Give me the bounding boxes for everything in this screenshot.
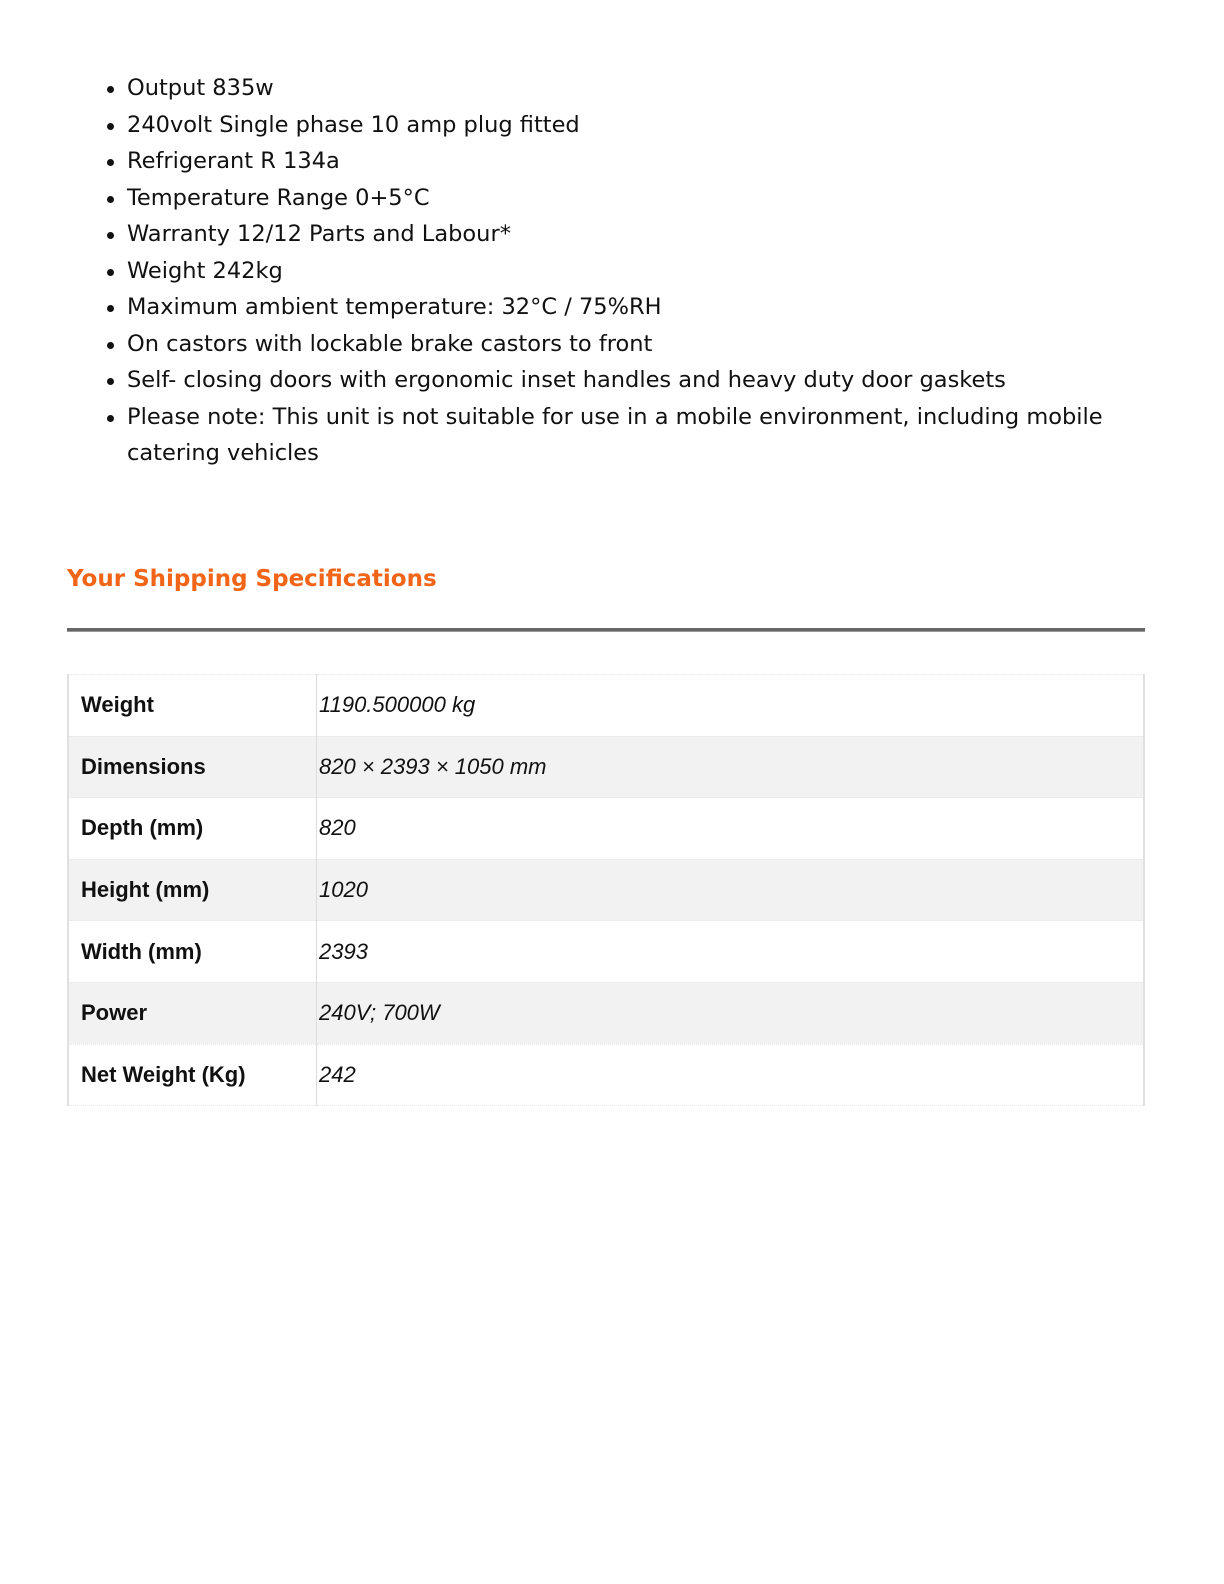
spec-value: 240V; 700W [319,1000,440,1026]
table-row [68,798,1144,860]
spec-value: 1020 [319,877,368,903]
feature-item: 240volt Single phase 10 amp plug fitted [103,107,1103,144]
feature-item: On castors with lockable brake castors to front [103,326,1103,363]
spec-label: Net Weight (Kg) [68,1044,317,1106]
feature-item: Weight 242kg [103,253,1103,290]
spec-value: 820 [319,815,356,841]
table-row [68,859,1144,921]
section-divider [67,628,1145,632]
feature-item: Self- closing doors with ergonomic inset handles and heavy duty door gaskets [103,362,1103,399]
spec-label: Height (mm) [68,859,317,921]
table-row [68,736,1144,798]
table-row [68,675,1144,737]
spec-value: 2393 [319,938,368,964]
spec-label: Dimensions [68,736,317,798]
feature-item: Warranty 12/12 Parts and Labour* [103,216,1103,253]
feature-item: Output 835w [103,70,1103,107]
shipping-specs-heading: Your Shipping Specifications [67,566,437,592]
feature-item: Temperature Range 0+5°C [103,180,1103,217]
spec-value: 242 [319,1061,356,1087]
feature-list [103,70,1103,472]
spec-label: Power [68,982,317,1044]
spec-label: Weight [68,675,317,737]
feature-item: Refrigerant R 134a [103,143,1103,180]
spec-label: Width (mm) [68,921,317,983]
table-row [68,921,1144,983]
feature-item: Please note: This unit is not suitable for use in a mobile environment, including mobile catering vehicles [103,399,1103,472]
spec-value: 1190.500000 kg [319,692,476,718]
spec-label: Depth (mm) [68,798,317,860]
spec-value: 820 × 2393 × 1050 mm [319,753,547,779]
table-row [68,1044,1144,1106]
feature-item: Maximum ambient temperature: 32°C / 75%RH [103,289,1103,326]
table-row [68,982,1144,1044]
shipping-specs-table [67,674,1145,1106]
